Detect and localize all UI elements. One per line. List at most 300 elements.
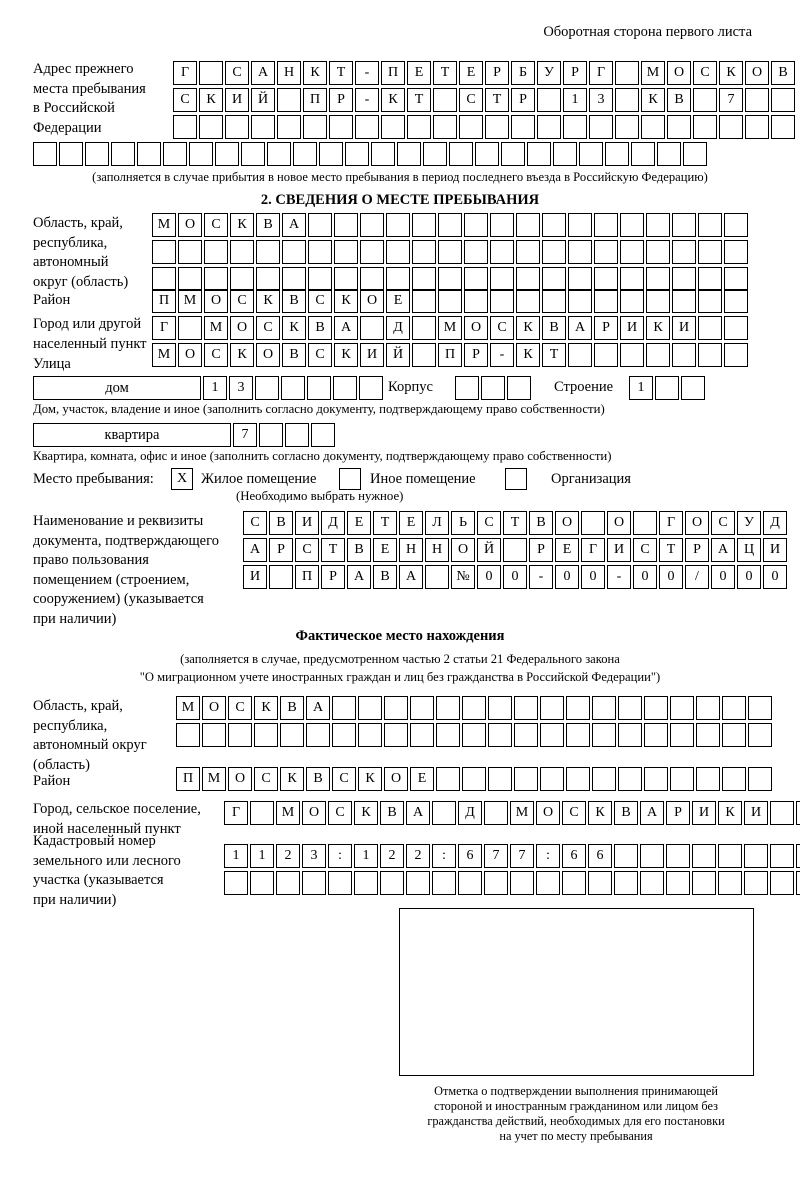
char-cell[interactable]: О xyxy=(256,343,280,367)
char-cell[interactable]: М xyxy=(152,343,176,367)
char-cell[interactable] xyxy=(516,267,540,291)
char-cell[interactable]: П xyxy=(303,88,327,112)
char-cell[interactable]: С xyxy=(228,696,252,720)
char-cell[interactable]: Н xyxy=(399,538,423,562)
char-cell[interactable] xyxy=(796,844,800,868)
char-cell[interactable] xyxy=(527,142,551,166)
char-cell[interactable]: А xyxy=(334,316,358,340)
char-cell[interactable] xyxy=(657,142,681,166)
char-cell[interactable] xyxy=(566,767,590,791)
char-cell[interactable] xyxy=(542,267,566,291)
char-cell[interactable]: О xyxy=(202,696,226,720)
char-cell[interactable] xyxy=(693,88,717,112)
char-cell[interactable]: - xyxy=(355,88,379,112)
actual-district-row[interactable] xyxy=(176,767,774,791)
char-cell[interactable] xyxy=(269,565,293,589)
char-cell[interactable] xyxy=(433,88,457,112)
document-row-2[interactable] xyxy=(243,538,789,562)
char-cell[interactable] xyxy=(241,142,265,166)
char-cell[interactable] xyxy=(355,115,379,139)
char-cell[interactable] xyxy=(542,213,566,237)
char-cell[interactable]: Д xyxy=(763,511,787,535)
char-cell[interactable]: М xyxy=(176,696,200,720)
char-cell[interactable]: 7 xyxy=(484,844,508,868)
char-cell[interactable]: И xyxy=(360,343,384,367)
char-cell[interactable] xyxy=(464,213,488,237)
char-cell[interactable]: Е xyxy=(410,767,434,791)
char-cell[interactable] xyxy=(59,142,83,166)
char-cell[interactable] xyxy=(449,142,473,166)
char-cell[interactable]: С xyxy=(256,316,280,340)
char-cell[interactable]: И xyxy=(763,538,787,562)
char-cell[interactable] xyxy=(432,871,456,895)
char-cell[interactable]: К xyxy=(718,801,742,825)
document-row-3[interactable] xyxy=(243,565,789,589)
char-cell[interactable] xyxy=(666,871,690,895)
char-cell[interactable]: Т xyxy=(433,61,457,85)
char-cell[interactable] xyxy=(259,423,283,447)
char-cell[interactable]: 0 xyxy=(477,565,501,589)
char-cell[interactable]: 0 xyxy=(503,565,527,589)
char-cell[interactable]: С xyxy=(204,343,228,367)
char-cell[interactable] xyxy=(202,723,226,747)
char-cell[interactable] xyxy=(490,240,514,264)
char-cell[interactable] xyxy=(386,213,410,237)
char-cell[interactable] xyxy=(542,240,566,264)
char-cell[interactable] xyxy=(386,240,410,264)
char-cell[interactable] xyxy=(744,844,768,868)
char-cell[interactable]: Т xyxy=(659,538,683,562)
char-cell[interactable]: : xyxy=(536,844,560,868)
char-cell[interactable]: И xyxy=(225,88,249,112)
char-cell[interactable]: 6 xyxy=(562,844,586,868)
char-cell[interactable]: Е xyxy=(459,61,483,85)
char-cell[interactable]: К xyxy=(230,213,254,237)
char-cell[interactable]: Н xyxy=(277,61,301,85)
char-cell[interactable]: М xyxy=(276,801,300,825)
char-cell[interactable] xyxy=(537,88,561,112)
char-cell[interactable] xyxy=(681,376,705,400)
char-cell[interactable]: 0 xyxy=(659,565,683,589)
char-cell[interactable] xyxy=(176,723,200,747)
char-cell[interactable] xyxy=(620,240,644,264)
char-cell[interactable] xyxy=(770,871,794,895)
char-cell[interactable]: : xyxy=(432,844,456,868)
city-row[interactable] xyxy=(152,316,750,340)
char-cell[interactable]: К xyxy=(516,343,540,367)
char-cell[interactable] xyxy=(568,240,592,264)
char-cell[interactable] xyxy=(282,240,306,264)
char-cell[interactable] xyxy=(566,696,590,720)
char-cell[interactable] xyxy=(334,240,358,264)
char-cell[interactable]: К xyxy=(256,289,280,313)
char-cell[interactable] xyxy=(631,142,655,166)
char-cell[interactable]: 2 xyxy=(406,844,430,868)
char-cell[interactable] xyxy=(490,267,514,291)
char-cell[interactable]: К xyxy=(280,767,304,791)
char-cell[interactable] xyxy=(698,316,722,340)
char-cell[interactable] xyxy=(620,267,644,291)
char-cell[interactable] xyxy=(256,240,280,264)
actual-region-row-1[interactable] xyxy=(176,696,774,720)
char-cell[interactable] xyxy=(696,767,720,791)
char-cell[interactable]: С xyxy=(711,511,735,535)
char-cell[interactable] xyxy=(724,316,748,340)
char-cell[interactable]: К xyxy=(230,343,254,367)
char-cell[interactable]: В xyxy=(256,213,280,237)
char-cell[interactable] xyxy=(397,142,421,166)
prev-address-row-2[interactable] xyxy=(173,88,797,112)
char-cell[interactable] xyxy=(485,115,509,139)
char-cell[interactable]: А xyxy=(306,696,330,720)
char-cell[interactable] xyxy=(436,696,460,720)
char-cell[interactable] xyxy=(745,115,769,139)
char-cell[interactable]: С xyxy=(308,289,332,313)
char-cell[interactable] xyxy=(307,376,331,400)
char-cell[interactable] xyxy=(228,723,252,747)
char-cell[interactable]: И xyxy=(692,801,716,825)
char-cell[interactable]: С xyxy=(477,511,501,535)
char-cell[interactable] xyxy=(588,871,612,895)
char-cell[interactable]: С xyxy=(173,88,197,112)
char-cell[interactable]: Т xyxy=(485,88,509,112)
char-cell[interactable] xyxy=(615,115,639,139)
region-row-3[interactable] xyxy=(152,267,750,291)
house-cells[interactable] xyxy=(203,376,385,400)
char-cell[interactable] xyxy=(501,142,525,166)
char-cell[interactable] xyxy=(589,115,613,139)
char-cell[interactable]: Е xyxy=(555,538,579,562)
char-cell[interactable] xyxy=(698,289,722,313)
char-cell[interactable] xyxy=(250,871,274,895)
char-cell[interactable] xyxy=(360,316,384,340)
char-cell[interactable]: В xyxy=(269,511,293,535)
char-cell[interactable] xyxy=(646,213,670,237)
char-cell[interactable] xyxy=(254,723,278,747)
char-cell[interactable]: А xyxy=(251,61,275,85)
char-cell[interactable]: В xyxy=(306,767,330,791)
char-cell[interactable]: М xyxy=(438,316,462,340)
char-cell[interactable]: 1 xyxy=(203,376,227,400)
char-cell[interactable]: А xyxy=(711,538,735,562)
char-cell[interactable] xyxy=(540,696,564,720)
char-cell[interactable] xyxy=(173,115,197,139)
char-cell[interactable] xyxy=(386,267,410,291)
char-cell[interactable] xyxy=(329,115,353,139)
char-cell[interactable] xyxy=(277,88,301,112)
char-cell[interactable] xyxy=(412,343,436,367)
stamp-box[interactable] xyxy=(399,908,754,1076)
char-cell[interactable] xyxy=(481,376,505,400)
char-cell[interactable] xyxy=(359,376,383,400)
char-cell[interactable] xyxy=(592,723,616,747)
char-cell[interactable]: С xyxy=(459,88,483,112)
char-cell[interactable] xyxy=(293,142,317,166)
char-cell[interactable]: К xyxy=(334,289,358,313)
char-cell[interactable] xyxy=(614,844,638,868)
char-cell[interactable] xyxy=(455,376,479,400)
char-cell[interactable] xyxy=(640,844,664,868)
char-cell[interactable]: В xyxy=(282,343,306,367)
char-cell[interactable]: 6 xyxy=(458,844,482,868)
char-cell[interactable] xyxy=(436,723,460,747)
char-cell[interactable]: И xyxy=(620,316,644,340)
char-cell[interactable]: Й xyxy=(251,88,275,112)
char-cell[interactable] xyxy=(507,376,531,400)
char-cell[interactable]: - xyxy=(355,61,379,85)
char-cell[interactable] xyxy=(724,343,748,367)
char-cell[interactable] xyxy=(484,801,508,825)
char-cell[interactable] xyxy=(490,213,514,237)
char-cell[interactable] xyxy=(308,213,332,237)
char-cell[interactable] xyxy=(250,801,274,825)
char-cell[interactable] xyxy=(568,213,592,237)
char-cell[interactable] xyxy=(423,142,447,166)
char-cell[interactable]: / xyxy=(685,565,709,589)
char-cell[interactable] xyxy=(718,871,742,895)
char-cell[interactable] xyxy=(230,240,254,264)
char-cell[interactable]: С xyxy=(562,801,586,825)
char-cell[interactable] xyxy=(319,142,343,166)
char-cell[interactable]: А xyxy=(406,801,430,825)
char-cell[interactable]: П xyxy=(176,767,200,791)
char-cell[interactable] xyxy=(540,723,564,747)
char-cell[interactable] xyxy=(503,538,527,562)
char-cell[interactable]: А xyxy=(243,538,267,562)
char-cell[interactable] xyxy=(696,723,720,747)
char-cell[interactable]: О xyxy=(667,61,691,85)
char-cell[interactable]: 2 xyxy=(380,844,404,868)
char-cell[interactable]: Г xyxy=(224,801,248,825)
char-cell[interactable] xyxy=(633,511,657,535)
char-cell[interactable] xyxy=(303,115,327,139)
char-cell[interactable]: В xyxy=(373,565,397,589)
char-cell[interactable]: Р xyxy=(329,88,353,112)
char-cell[interactable] xyxy=(464,240,488,264)
stay-type-checkbox-other[interactable] xyxy=(339,468,361,490)
char-cell[interactable] xyxy=(516,289,540,313)
char-cell[interactable]: М xyxy=(641,61,665,85)
char-cell[interactable]: 2 xyxy=(276,844,300,868)
char-cell[interactable]: А xyxy=(347,565,371,589)
char-cell[interactable] xyxy=(698,213,722,237)
flat-cells[interactable] xyxy=(233,423,337,447)
char-cell[interactable] xyxy=(748,723,772,747)
char-cell[interactable] xyxy=(412,240,436,264)
char-cell[interactable] xyxy=(748,696,772,720)
actual-region-row-2[interactable] xyxy=(176,723,774,747)
char-cell[interactable]: К xyxy=(334,343,358,367)
char-cell[interactable] xyxy=(618,696,642,720)
char-cell[interactable]: И xyxy=(672,316,696,340)
char-cell[interactable] xyxy=(568,343,592,367)
char-cell[interactable] xyxy=(281,376,305,400)
char-cell[interactable]: Е xyxy=(347,511,371,535)
char-cell[interactable] xyxy=(698,343,722,367)
char-cell[interactable] xyxy=(568,289,592,313)
char-cell[interactable] xyxy=(646,267,670,291)
char-cell[interactable] xyxy=(490,289,514,313)
char-cell[interactable] xyxy=(667,115,691,139)
char-cell[interactable] xyxy=(672,213,696,237)
char-cell[interactable]: - xyxy=(607,565,631,589)
char-cell[interactable]: Р xyxy=(321,565,345,589)
char-cell[interactable] xyxy=(646,289,670,313)
char-cell[interactable] xyxy=(215,142,239,166)
char-cell[interactable]: Р xyxy=(485,61,509,85)
char-cell[interactable]: А xyxy=(282,213,306,237)
char-cell[interactable] xyxy=(670,723,694,747)
char-cell[interactable] xyxy=(718,844,742,868)
char-cell[interactable]: В xyxy=(667,88,691,112)
char-cell[interactable]: 0 xyxy=(737,565,761,589)
char-cell[interactable] xyxy=(464,267,488,291)
char-cell[interactable]: 0 xyxy=(555,565,579,589)
char-cell[interactable] xyxy=(644,696,668,720)
char-cell[interactable] xyxy=(745,88,769,112)
char-cell[interactable]: Т xyxy=(542,343,566,367)
char-cell[interactable]: 0 xyxy=(581,565,605,589)
char-cell[interactable]: О xyxy=(360,289,384,313)
char-cell[interactable]: В xyxy=(614,801,638,825)
char-cell[interactable]: В xyxy=(308,316,332,340)
char-cell[interactable] xyxy=(438,289,462,313)
char-cell[interactable]: Т xyxy=(407,88,431,112)
char-cell[interactable] xyxy=(380,871,404,895)
char-cell[interactable]: О xyxy=(178,213,202,237)
char-cell[interactable]: О xyxy=(745,61,769,85)
char-cell[interactable]: К xyxy=(641,88,665,112)
char-cell[interactable]: М xyxy=(202,767,226,791)
char-cell[interactable] xyxy=(516,213,540,237)
char-cell[interactable]: 0 xyxy=(633,565,657,589)
char-cell[interactable] xyxy=(199,115,223,139)
char-cell[interactable] xyxy=(308,240,332,264)
char-cell[interactable]: М xyxy=(152,213,176,237)
char-cell[interactable]: 7 xyxy=(719,88,743,112)
char-cell[interactable] xyxy=(488,767,512,791)
char-cell[interactable] xyxy=(722,696,746,720)
char-cell[interactable] xyxy=(692,871,716,895)
char-cell[interactable] xyxy=(360,267,384,291)
char-cell[interactable] xyxy=(592,696,616,720)
char-cell[interactable] xyxy=(178,316,202,340)
char-cell[interactable] xyxy=(280,723,304,747)
char-cell[interactable] xyxy=(563,115,587,139)
char-cell[interactable]: 7 xyxy=(233,423,257,447)
actual-city-row[interactable] xyxy=(224,801,800,825)
char-cell[interactable] xyxy=(748,767,772,791)
char-cell[interactable]: Г xyxy=(173,61,197,85)
char-cell[interactable]: В xyxy=(542,316,566,340)
char-cell[interactable] xyxy=(189,142,213,166)
char-cell[interactable] xyxy=(224,871,248,895)
char-cell[interactable] xyxy=(332,723,356,747)
char-cell[interactable]: О xyxy=(178,343,202,367)
char-cell[interactable]: 6 xyxy=(588,844,612,868)
char-cell[interactable] xyxy=(581,511,605,535)
char-cell[interactable] xyxy=(615,88,639,112)
char-cell[interactable] xyxy=(85,142,109,166)
char-cell[interactable]: О xyxy=(302,801,326,825)
char-cell[interactable]: К xyxy=(199,88,223,112)
char-cell[interactable]: Д xyxy=(321,511,345,535)
char-cell[interactable]: В xyxy=(529,511,553,535)
char-cell[interactable]: С xyxy=(204,213,228,237)
char-cell[interactable] xyxy=(111,142,135,166)
char-cell[interactable] xyxy=(724,267,748,291)
char-cell[interactable]: Д xyxy=(386,316,410,340)
char-cell[interactable] xyxy=(536,871,560,895)
document-row-1[interactable] xyxy=(243,511,789,535)
char-cell[interactable] xyxy=(605,142,629,166)
char-cell[interactable] xyxy=(360,240,384,264)
char-cell[interactable] xyxy=(646,240,670,264)
char-cell[interactable]: 0 xyxy=(763,565,787,589)
char-cell[interactable] xyxy=(410,723,434,747)
char-cell[interactable] xyxy=(592,767,616,791)
char-cell[interactable]: С xyxy=(243,511,267,535)
char-cell[interactable]: Г xyxy=(152,316,176,340)
char-cell[interactable]: С xyxy=(332,767,356,791)
char-cell[interactable] xyxy=(594,343,618,367)
char-cell[interactable] xyxy=(488,696,512,720)
char-cell[interactable] xyxy=(771,88,795,112)
char-cell[interactable]: Е xyxy=(386,289,410,313)
char-cell[interactable] xyxy=(542,289,566,313)
char-cell[interactable] xyxy=(698,240,722,264)
char-cell[interactable] xyxy=(462,696,486,720)
char-cell[interactable] xyxy=(672,267,696,291)
char-cell[interactable]: Г xyxy=(581,538,605,562)
char-cell[interactable] xyxy=(514,767,538,791)
region-row-2[interactable] xyxy=(152,240,750,264)
char-cell[interactable] xyxy=(384,696,408,720)
char-cell[interactable] xyxy=(178,267,202,291)
char-cell[interactable]: И xyxy=(243,565,267,589)
char-cell[interactable] xyxy=(646,343,670,367)
korpus-cells[interactable] xyxy=(455,376,533,400)
char-cell[interactable] xyxy=(302,871,326,895)
char-cell[interactable]: 1 xyxy=(224,844,248,868)
char-cell[interactable]: П xyxy=(295,565,319,589)
char-cell[interactable] xyxy=(199,61,223,85)
char-cell[interactable] xyxy=(412,316,436,340)
char-cell[interactable] xyxy=(724,240,748,264)
char-cell[interactable]: С xyxy=(254,767,278,791)
char-cell[interactable] xyxy=(615,61,639,85)
char-cell[interactable]: 3 xyxy=(302,844,326,868)
char-cell[interactable]: О xyxy=(204,289,228,313)
char-cell[interactable] xyxy=(640,871,664,895)
char-cell[interactable] xyxy=(306,723,330,747)
char-cell[interactable] xyxy=(225,115,249,139)
char-cell[interactable]: Т xyxy=(503,511,527,535)
char-cell[interactable]: С xyxy=(693,61,717,85)
char-cell[interactable] xyxy=(553,142,577,166)
char-cell[interactable]: У xyxy=(537,61,561,85)
char-cell[interactable] xyxy=(371,142,395,166)
char-cell[interactable]: К xyxy=(588,801,612,825)
char-cell[interactable]: Г xyxy=(589,61,613,85)
char-cell[interactable]: - xyxy=(529,565,553,589)
char-cell[interactable] xyxy=(722,723,746,747)
char-cell[interactable]: : xyxy=(328,844,352,868)
char-cell[interactable] xyxy=(251,115,275,139)
char-cell[interactable] xyxy=(614,871,638,895)
char-cell[interactable] xyxy=(670,767,694,791)
char-cell[interactable] xyxy=(438,267,462,291)
